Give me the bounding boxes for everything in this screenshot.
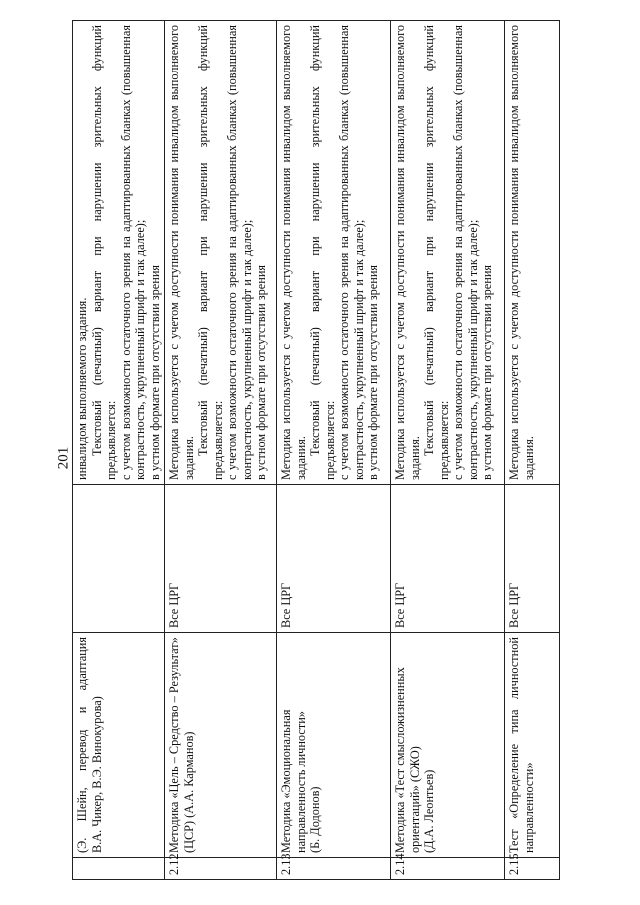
target-group: Все ЦРГ (165, 485, 277, 633)
table-row (165, 21, 277, 880)
rotated-page (72, 20, 555, 880)
method-description: Методика используется с учетом доступности понимания инвалидом выполняемого задания. Текстовый (печатный) вариант при нарушении зрительных функций предъявляется: с учетом возможности остаточного зрения на адаптированных бланках (повышенная контрастность, укрупненный шрифт и так далее); в устном формате при отсутствии зрения (391, 21, 505, 485)
method-name: Методика «Цель – Средство – Результат» (ЦСР) (А.А. Карманов) (165, 633, 277, 858)
method-name: Тест «Определение типа личностной направленности» (505, 633, 560, 858)
target-group: Все ЦРГ (391, 485, 505, 633)
table-row (391, 21, 505, 880)
row-number: 2.13 (277, 858, 391, 880)
target-group: Все ЦРГ (277, 485, 391, 633)
row-number (73, 858, 165, 880)
row-number: 2.15 (505, 858, 560, 880)
row-number: 2.14 (391, 858, 505, 880)
method-name: Методика «Тест смысложизненных ориентаций» (СЖО) (Д.А. Леонтьев) (391, 633, 505, 858)
table-row (73, 21, 165, 880)
method-name: Методика «Эмоциональная направленность личности» (Б. Додонов) (277, 633, 391, 858)
target-group: Все ЦРГ (505, 485, 560, 633)
row-number: 2.12 (165, 858, 277, 880)
target-group (73, 485, 165, 633)
method-description: Методика используется с учетом доступности понимания инвалидом выполняемого задания. Текстовый (печатный) вариант при нарушении зрительных функций предъявляется: с учетом возможности остаточного зрения на адаптированных бланках (повышенная контрастность, укрупненный шрифт и так далее); в устном формате при отсутствии зрения (165, 21, 277, 485)
table-row (505, 21, 560, 880)
method-description: Методика используется с учетом доступности понимания инвалидом выполняемого задания. (505, 21, 560, 485)
table-row (277, 21, 391, 880)
method-description: инвалидом выполняемого задания. Текстовый (печатный) вариант при нарушении зрительных функций предъявляется: с учетом возможности остаточного зрения на адаптированных бланках (повышенная контрастность, укрупненный шрифт и так далее); в устном формате при отсутствии зрения (73, 21, 165, 485)
method-description: Методика используется с учетом доступности понимания инвалидом выполняемого задания. Текстовый (печатный) вариант при нарушении зрительных функций предъявляется: с учетом возможности остаточного зрения на адаптированных бланках (повышенная контрастность, укрупненный шрифт и так далее); в устном формате при отсутствии зрения (277, 21, 391, 485)
methods-table (72, 20, 560, 880)
method-name: (Э. Шейн, перевод и адаптация В.А. Чикер, В.Э. Винокурова) (73, 633, 165, 858)
